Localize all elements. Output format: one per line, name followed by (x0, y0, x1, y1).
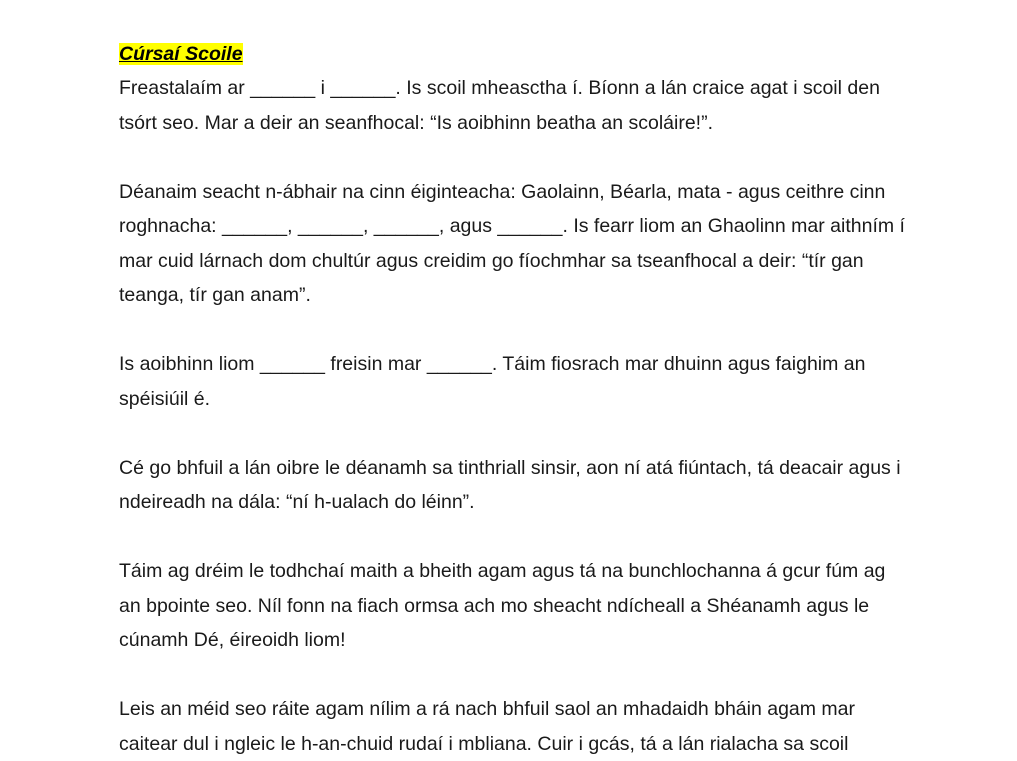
document-heading: Cúrsaí Scoile (119, 43, 243, 65)
paragraph-work: Cé go bhfuil a lán oibre le déanamh sa tinthriall sinsir, aon ní atá fiúntach, tá deacair agus i ndeireadh na dála: “ní h-ualach do léinn”. (119, 456, 901, 513)
paragraph-favourite: Is aoibhinn liom ______ freisin mar ______. Táim fiosrach mar dhuinn agus faighim an spéisiúil é. (119, 353, 866, 410)
heading-line (119, 40, 909, 68)
paragraph-subjects: Déanaim seacht n-ábhair na cinn éiginteacha: Gaolainn, Béarla, mata - agus ceithre cinn roghnacha: ______, ______, ______, agus ______. Is fearr liom an Ghaolinn mar aithním í mar cuid lárnach dom chultúr agus creidim go fíochmhar sa tseanfhocal a deir: “tír gan teanga, tír gan anam”. (119, 180, 905, 306)
paragraph-future: Táim ag dréim le todhchaí maith a bheith agam agus tá na bunchlochanna á gcur fúm ag an bpointe seo. Níl fonn na fiach ormsa ach mo sheacht ndícheall a Shéanamh agus le cúnamh Dé, éireoidh liom! (119, 560, 886, 651)
paragraph-rules: Leis an méid seo ráite agam nílim a rá nach bhfuil saol an mhadaidh bháin agam mar caitear dul i ngleic le h-an-chuid rudaí i mbliana. Cuir i gcás, tá a lán rialacha sa scoil (119, 698, 856, 755)
document-page (119, 40, 909, 761)
paragraph-school: Freastalaím ar ______ i ______. Is scoil mheasctha í. Bíonn a lán craice agat i scoil den tsórt seo. Mar a deir an seanfhocal: “Is aoibhinn beatha an scoláire!”. (119, 77, 880, 134)
